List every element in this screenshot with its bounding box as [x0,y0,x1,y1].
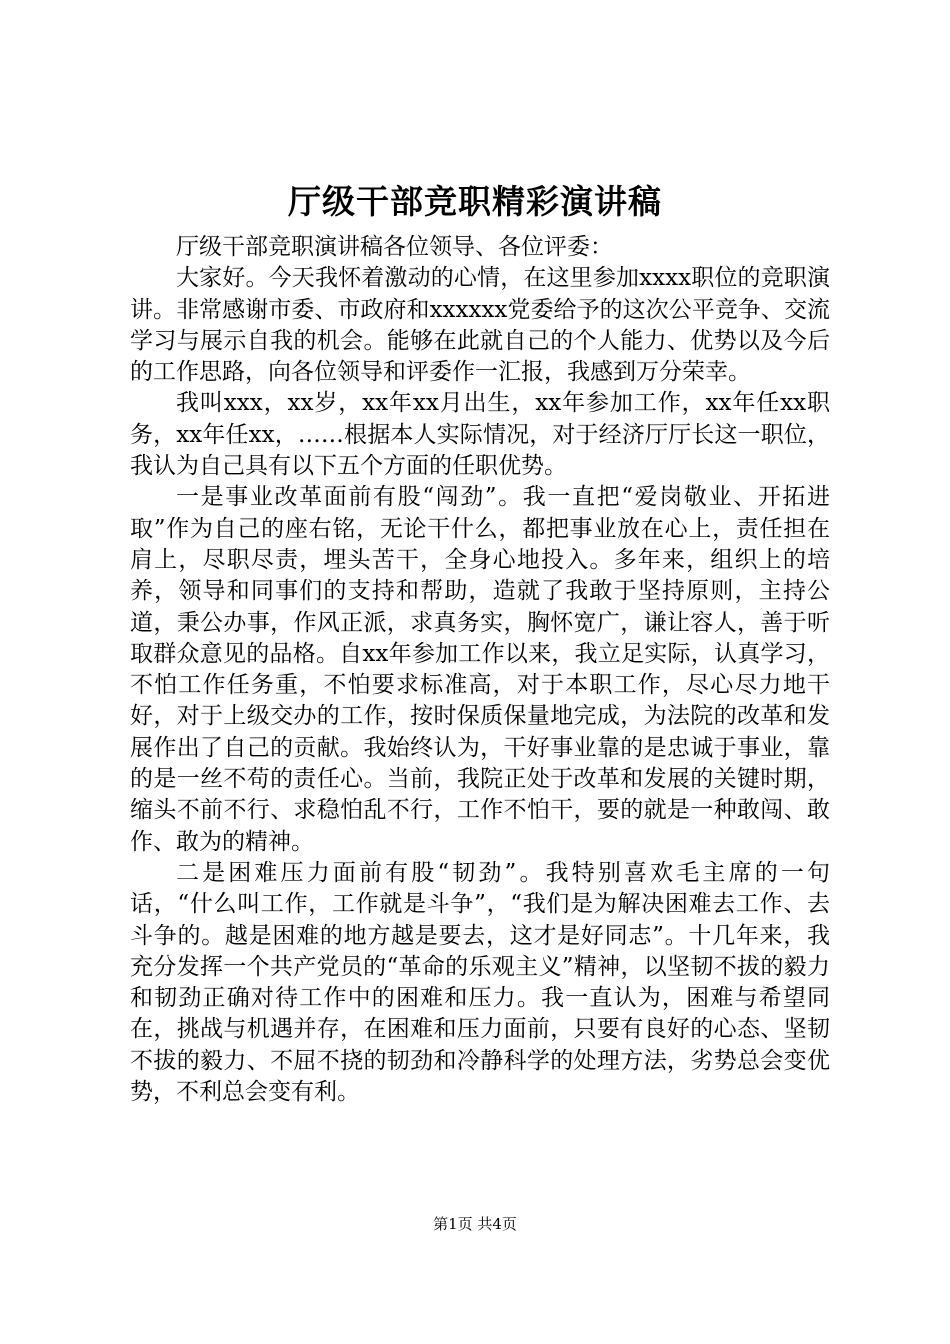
document-body [130,232,830,1108]
page-title: 厅级干部竞职精彩演讲稿 [288,182,662,221]
paragraph-salutation: 厅级干部竞职演讲稿各位领导、各位评委： [176,234,613,260]
paragraph-advantage-one: 一是事业改革面前有股“闯劲”。我一直把“爱岗敬业、开拓进取”作为自己的座右铭，无论干什么，都把事业放在心上，责任担在肩上，尽职尽责，埋头苦干，全身心地投入。多年来，组织上的培养，领导和同事们的支持和帮助，造就了我敢于坚持原则，主持公道，秉公办事，作风正派，求真务实，胸怀宽广，谦让容人，善于听取群众意见的品格。自xx年参加工作以来，我立足实际，认真学习，不怕工作任务重，不怕要求标准高，对于本职工作，尽心尽力地干好，对于上级交办的工作，按时保质保量地完成，为法院的改革和发展作出了自己的贡献。我始终认为，干好事业靠的是忠诚于事业，靠的是一丝不苟的责任心。当前，我院正处于改革和发展的关键时期，缩头不前不行、求稳怕乱不行，工作不怕干，要的就是一种敢闯、敢作、敢为的精神。 [130,484,830,855]
paragraph-self-introduction: 我叫xxx，xx岁，xx年xx月出生，xx年参加工作，xx年任xx职务，xx年任xx，……根据本人实际情况，对于经济厅厅长这一职位，我认为自己具有以下五个方面的任职优势。 [130,390,830,480]
paragraph-greeting: 大家好。今天我怀着激动的心情，在这里参加xxxx职位的竞职演讲。非常感谢市委、市政府和xxxxxx党委给予的这次公平竞争、交流学习与展示自我的机会。能够在此就自己的个人能力、优势以及今后的工作思路，向各位领导和评委作一汇报，我感到万分荣幸。 [130,265,830,386]
paragraph-advantage-two: 二是困难压力面前有股“韧劲”。我特别喜欢毛主席的一句话，“什么叫工作，工作就是斗争”，“我们是为解决困难去工作、去斗争的。越是困难的地方越是要去，这才是好同志”。十几年来，我充分发挥一个共产党员的“革命的乐观主义”精神，以坚韧不拔的毅力和韧劲正确对待工作中的困难和压力。我一直认为，困难与希望同在，挑战与机遇并存，在困难和压力面前，只要有良好的心态、坚韧不拔的毅力、不屈不挠的韧劲和冷静科学的处理方法，劣势总会变优势，不利总会变有利。 [130,859,830,1106]
page-number-footer: 第1页 共4页 [433,1215,517,1233]
